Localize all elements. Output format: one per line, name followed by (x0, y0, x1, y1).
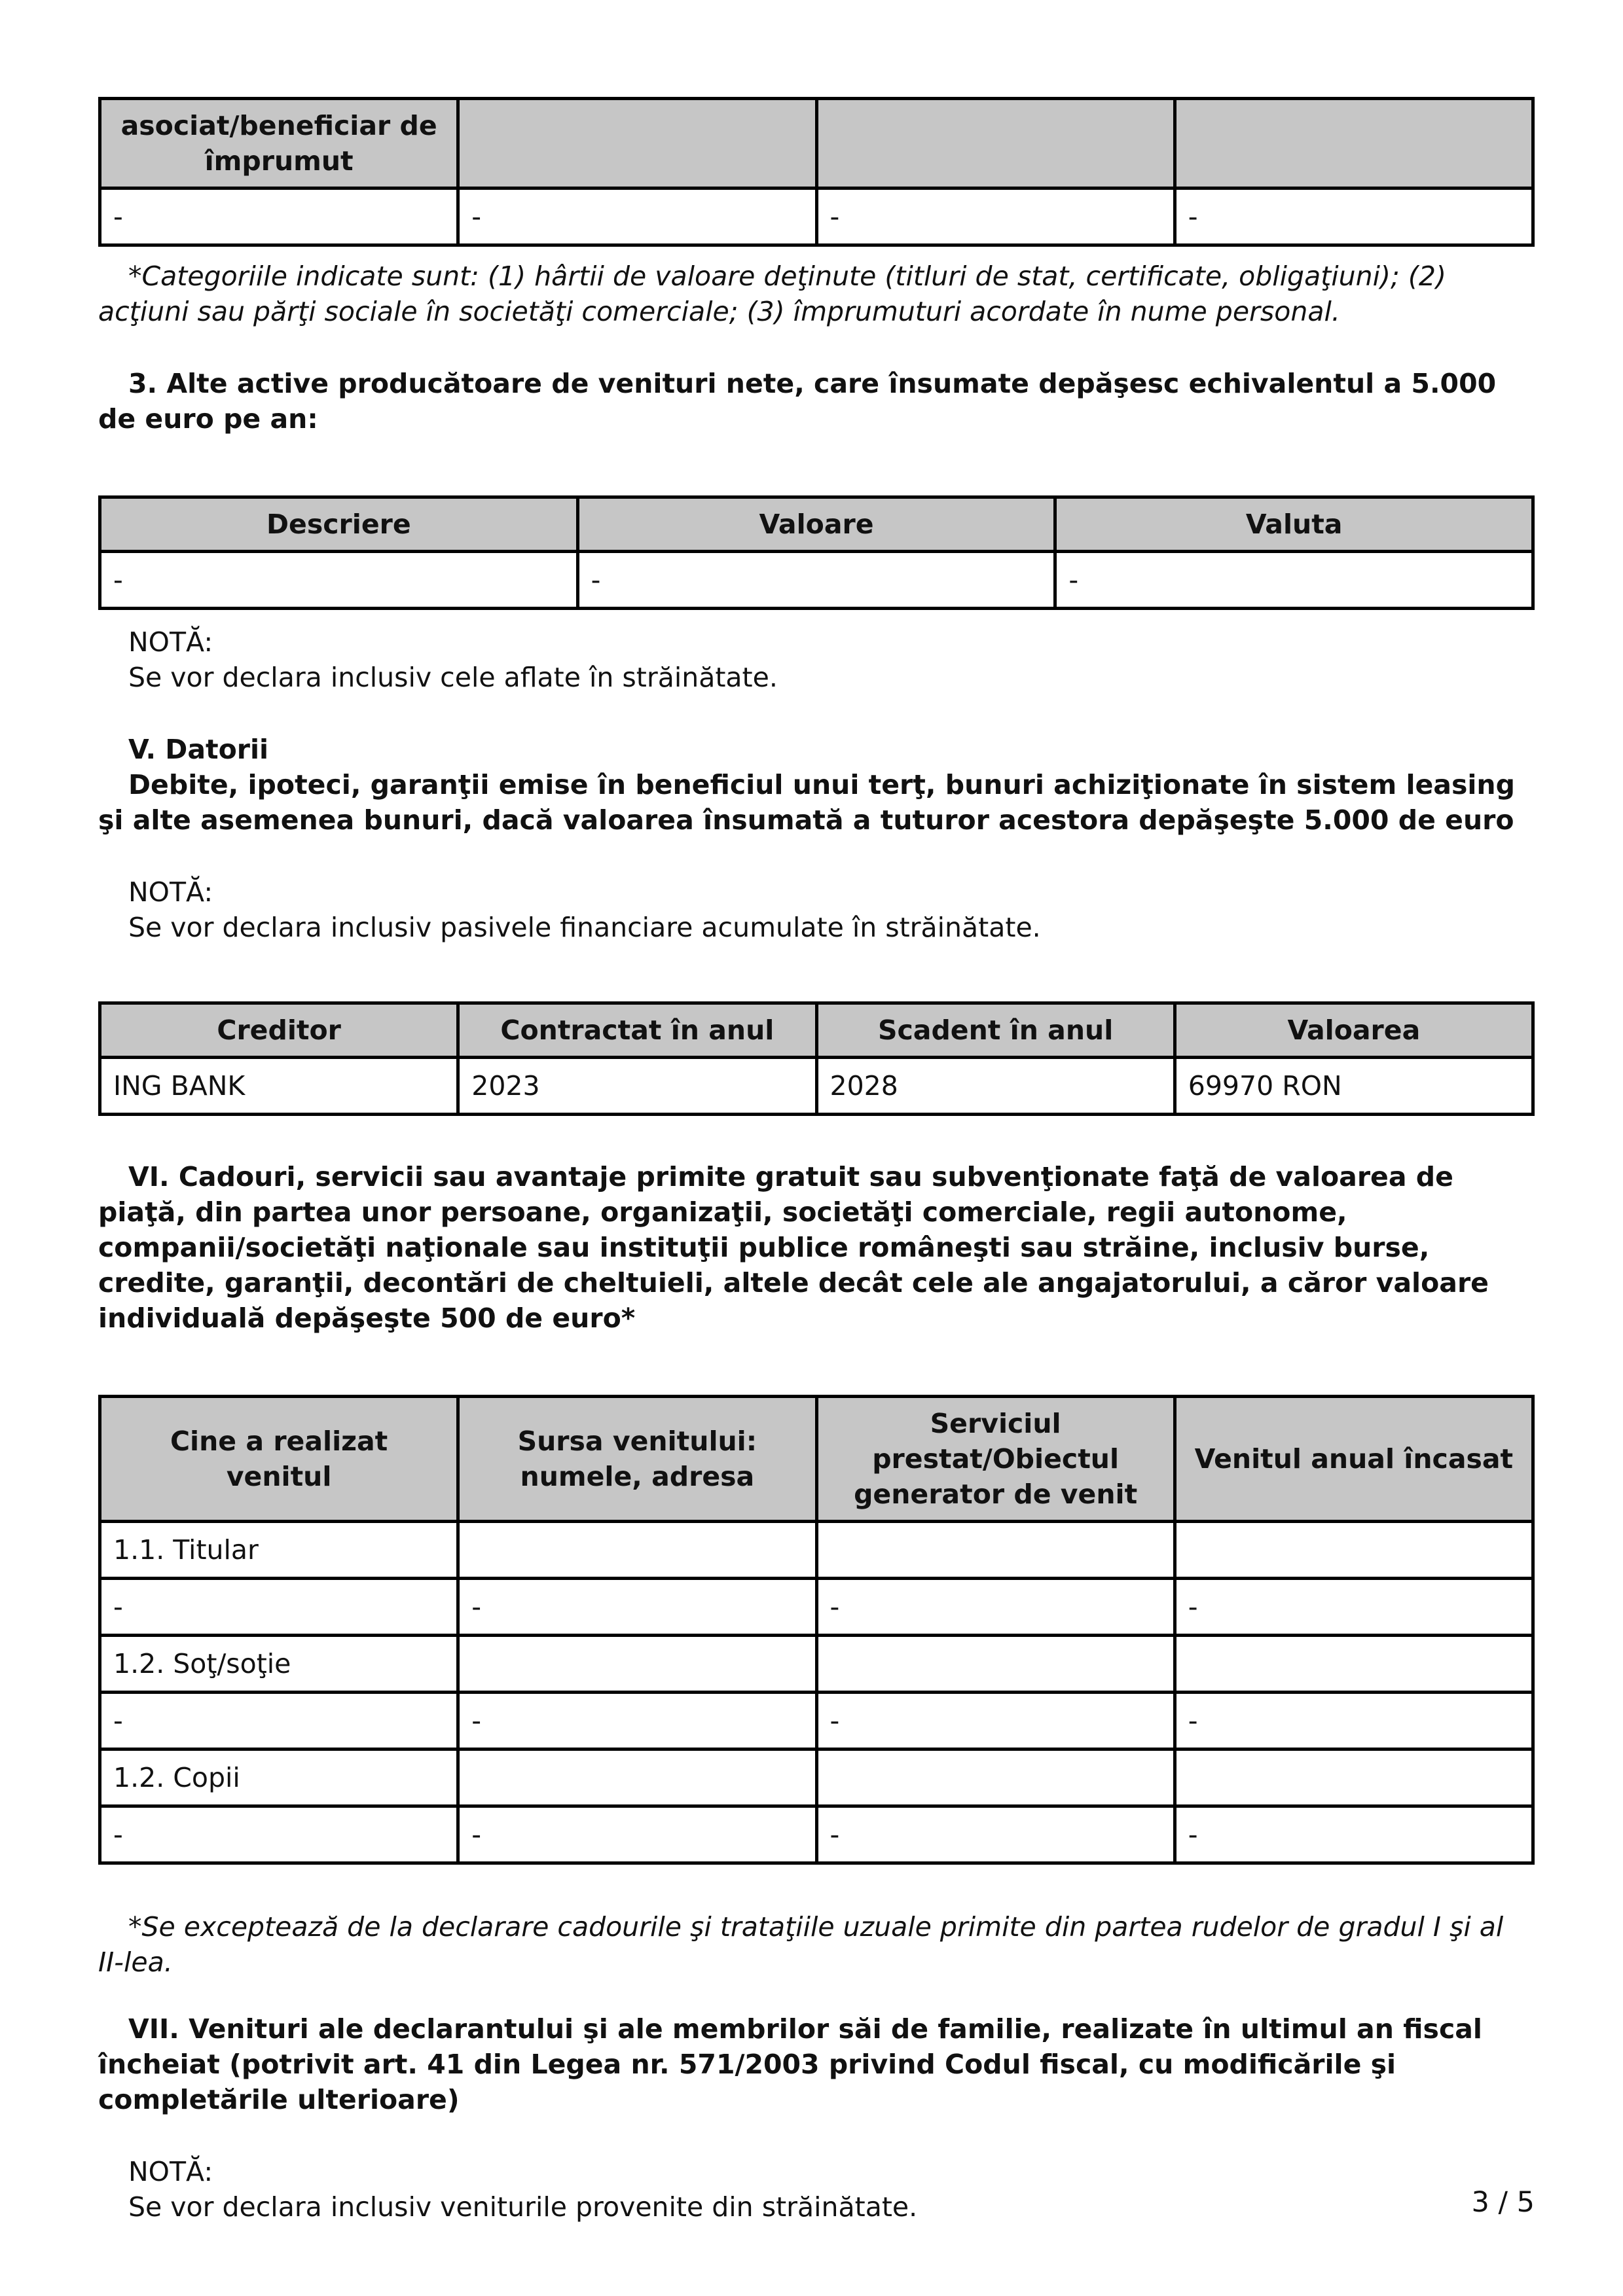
header-cell: Valoare (577, 497, 1055, 552)
table-row (100, 1579, 1533, 1636)
table-cell (458, 1522, 816, 1579)
table-cell: 2023 (458, 1058, 816, 1115)
gifts-table (98, 1395, 1535, 1865)
table-cell: 1.2. Copii (100, 1749, 458, 1806)
table-cell (458, 1749, 816, 1806)
table-cell: ING BANK (100, 1058, 458, 1115)
table-cell: - (458, 188, 816, 245)
table-cell: - (100, 552, 578, 609)
debts-table (98, 1001, 1535, 1116)
table-cell (816, 1636, 1175, 1693)
table-row (100, 188, 1533, 245)
header-cell (1175, 99, 1533, 188)
header-cell: Serviciul prestat/Obiectul generator de venit (816, 1397, 1175, 1522)
header-cell: Valuta (1055, 497, 1533, 552)
table-cell: - (1055, 552, 1533, 609)
table-cell (1175, 1749, 1533, 1806)
table-cell (816, 1749, 1175, 1806)
note-label: NOTĂ: (128, 2156, 213, 2187)
note-label: NOTĂ: (128, 876, 213, 908)
header-cell (458, 99, 816, 188)
table-cell: - (458, 1579, 816, 1636)
section-7-heading: VII. Venituri ale declarantului şi ale membrilor săi de familie, realizate în ultimul an fiscal încheiat (potrivit art. 41 din Legea nr. 571/2003 privind Codul fiscal, cu modificările şi completările ulterioare) (98, 2013, 1482, 2115)
header-cell: Scadent în anul (816, 1003, 1175, 1058)
table-cell (1175, 1522, 1533, 1579)
table-cell: 1.2. Soţ/soţie (100, 1636, 458, 1693)
table-row (100, 1522, 1533, 1579)
table-cell: - (816, 1579, 1175, 1636)
header-cell: asociat/beneficiar de împrumut (100, 99, 458, 188)
section-6-heading: VI. Cadouri, servicii sau avantaje primite gratuit sau subvenţionate faţă de valoarea de piaţă, din partea unor persoane, organizaţii, societăţi comerciale, regii autonome, companii/societăţi naţionale sau instituţii publice româneşti sau străine, inclusiv burse, credite, garanţii, decontări de cheltuieli, altele decât cele ale angajatorului, a căror valoare individuală depăşeşte 500 de euro* (98, 1161, 1489, 1334)
note-text: Se vor declara inclusiv pasivele financiare acumulate în străinătate. (128, 912, 1041, 943)
table-cell: - (100, 188, 458, 245)
document-page (98, 97, 1535, 2225)
table-header-row (100, 497, 1533, 552)
table-cell: 69970 RON (1175, 1058, 1533, 1115)
note-text: Se vor declara inclusiv veniturile provenite din străinătate. (128, 2191, 918, 2223)
section-5-title: V. Datorii (128, 734, 269, 765)
investments-table-continued (98, 97, 1535, 247)
header-cell: Descriere (100, 497, 578, 552)
header-cell: Valoarea (1175, 1003, 1533, 1058)
header-cell (816, 99, 1175, 188)
table-cell: - (100, 1579, 458, 1636)
table-cell: - (816, 188, 1175, 245)
table-cell: - (1175, 188, 1533, 245)
section-5-heading: Debite, ipoteci, garanţii emise în beneficiul unui terţ, bunuri achiziţionate în sistem leasing şi alte asemenea bunuri, dacă valoarea însumată a tuturor acestora depăşeşte 5.000 de euro (98, 769, 1515, 836)
table-cell: - (1175, 1693, 1533, 1749)
table-header-row (100, 1003, 1533, 1058)
other-assets-table (98, 495, 1535, 610)
note-text: Se vor declara inclusiv cele aflate în străinătate. (128, 662, 778, 693)
note-label: NOTĂ: (128, 626, 213, 658)
table-cell: 1.1. Titular (100, 1522, 458, 1579)
table-cell: 2028 (816, 1058, 1175, 1115)
table-row (100, 1058, 1533, 1115)
header-cell: Cine a realizat venitul (100, 1397, 458, 1522)
table-header-row (100, 99, 1533, 188)
table-header-row (100, 1397, 1533, 1522)
header-cell: Sursa venitului: numele, adresa (458, 1397, 816, 1522)
table-cell: - (1175, 1579, 1533, 1636)
header-cell: Creditor (100, 1003, 458, 1058)
categories-footnote: *Categoriile indicate sunt: (1) hârtii de valoare deţinute (titluri de stat, certificate, obligaţiuni); (2) acţiuni sau părţi sociale în societăţi comerciale; (3) împrumuturi acordate în nume personal. (98, 260, 1446, 327)
table-cell: - (100, 1806, 458, 1863)
table-cell (458, 1636, 816, 1693)
header-cell: Venitul anual încasat (1175, 1397, 1533, 1522)
table-cell: - (1175, 1806, 1533, 1863)
table-cell: - (458, 1806, 816, 1863)
table-cell: - (458, 1693, 816, 1749)
table-row (100, 1693, 1533, 1749)
table-cell: - (816, 1693, 1175, 1749)
table-cell: - (577, 552, 1055, 609)
table-row (100, 1636, 1533, 1693)
table-cell: - (816, 1806, 1175, 1863)
header-cell: Contractat în anul (458, 1003, 816, 1058)
table-row (100, 552, 1533, 609)
page-number: 3 / 5 (1471, 2186, 1535, 2219)
table-row (100, 1806, 1533, 1863)
table-cell: - (100, 1693, 458, 1749)
section-3-heading: 3. Alte active producătoare de venituri nete, care însumate depăşesc echivalentul a 5.000 de euro pe an: (98, 368, 1497, 435)
table-cell (1175, 1636, 1533, 1693)
table-cell (816, 1522, 1175, 1579)
table-row (100, 1749, 1533, 1806)
gifts-footnote: *Se exceptează de la declarare cadourile şi trataţiile uzuale primite din partea rudelor de gradul I şi al II-lea. (98, 1911, 1504, 1978)
